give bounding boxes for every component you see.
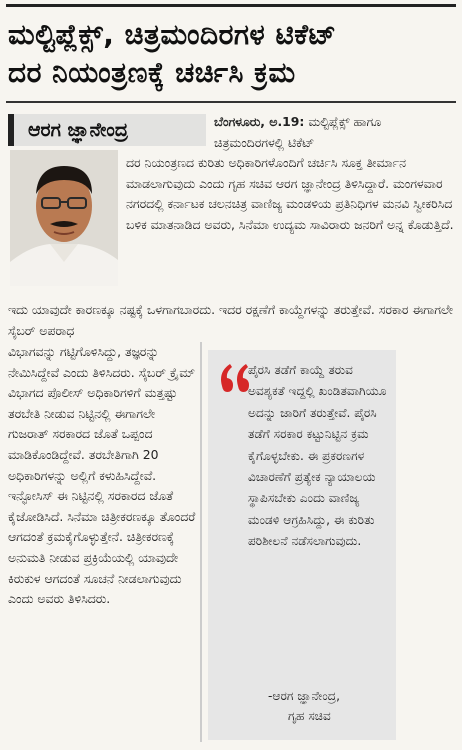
portrait-icon <box>10 150 118 286</box>
beside-photo-text: ದರ ನಿಯಂತ್ರಣದ ಕುರಿತು ಅಧಿಕಾರಿಗಳೊಂದಿಗೆ ಚರ್ಚಿಸಿ ಸೂಕ್ತ ತೀರ್ಮಾನ ಮಾಡಲಾಗುವುದು ಎಂದು ಗೃಹ ಸಚಿವ ಆರಗ ಜ್ಞಾನೇಂದ್ರ ತಿಳಿಸಿದ್ದಾರೆ. ಮಂಗಳವಾರ ನಗರದಲ್ಲಿ ಕರ್ನಾಟಕ ಚಲನಚಿತ್ರ ವಾಣಿಜ್ಯ ಮಂಡಳಿಯ ಪ್ರತಿನಿಧಿಗಳ ಮನವಿ ಸ್ವೀಕರಿಸಿದ ಬಳಿಕ ಮಾತನಾಡಿದ ಅವರು, ಸಿನೆಮಾ ಉದ್ಯಮ ಸಾವಿರಾರು ಜನರಿಗೆ ಅನ್ನ ಕೊಡುತ್ತಿದೆ. <box>126 155 454 232</box>
headline-line-1: ಮಲ್ಟಿಪ್ಲೆಕ್ಸ್‌, ಚಿತ್ರಮಂದಿರಗಳ ಟಿಕೆಟ್‌ <box>8 18 337 51</box>
full-width-text: ಇದು ಯಾವುದೇ ಕಾರಣಕ್ಕೂ ನಷ್ಟಕ್ಕೆ ಒಳಗಾಗಬಾರದು. ಇದರ ರಕ್ಷಣೆಗೆ ಕಾಯ್ದೆಗಳನ್ನು ತರುತ್ತೇವೆ. ಸರಕಾರ ಈಗಾಗಲೇ ಸೈಬರ್‌ ಅಪರಾಧ <box>8 302 453 338</box>
attribution-name: -ಆರಗ ಜ್ಞಾನೇಂದ್ರ, <box>268 689 340 703</box>
article-full-width <box>8 300 456 341</box>
top-rule <box>6 4 456 7</box>
article-left-column <box>8 342 198 610</box>
article-beside-photo <box>126 153 454 235</box>
byline: ಆರಗ ಜ್ಞಾನೇಂದ್ರ <box>8 114 206 146</box>
pull-quote-text: ಪೈರಸಿ ತಡೆಗೆ ಕಾಯ್ದೆ ತರುವ ಅವಶ್ಯಕತೆ ಇದ್ದಲ್ಲಿ ಖಂಡಿತವಾಗಿಯೂ ಅದನ್ನು ಜಾರಿಗೆ ತರುತ್ತೇವೆ. ಪೈರಸಿ ತಡೆಗೆ ಸರಕಾರ ಕಟ್ಟುನಿಟ್ಟಿನ ಕ್ರಮ ಕೈಗೊಳ್ಳಬೇಕು. ಈ ಪ್ರಕರಣಗಳ ವಿಚಾರಣೆಗೆ ಪ್ರತ್ಯೇಕ ನ್ಯಾಯಾಲಯ ಸ್ಥಾಪಿಸಬೇಕು ಎಂದು ವಾಣಿಜ್ಯ ಮಂಡಳಿ ಆಗ್ರಹಿಸಿದ್ದು, ಈ ಕುರಿತು ಪರಿಶೀಲನೆ ನಡೆಸಲಾಗುವುದು. <box>248 363 387 549</box>
headline-line-2: ದರ ನಿಯಂತ್ರಣಕ್ಕೆ ಚರ್ಚಿಸಿ ಕ್ರಮ <box>8 56 296 89</box>
dateline: ಬೆಂಗಳೂರು, ಅ.19: <box>214 114 305 129</box>
headline-rule <box>6 101 456 103</box>
headline <box>8 16 456 92</box>
column-divider <box>200 342 202 742</box>
pull-quote-box <box>208 350 396 740</box>
minister-photo <box>10 150 118 286</box>
pull-quote-attribution <box>268 686 392 726</box>
intro-text: ಮಲ್ಟಿಪ್ಲೆಕ್ಸ್‌ ಹಾಗೂ ಚಿತ್ರಮಂದಿರಗಳಲ್ಲಿ ಟಿಕೆಟ್‌ <box>214 114 382 150</box>
article-intro <box>214 112 452 153</box>
attribution-role: ಗೃಹ ಸಚಿವ <box>288 709 331 723</box>
left-column-text: ವಿಭಾಗವನ್ನು ಗಟ್ಟಿಗೊಳಿಸಿದ್ದು, ತಜ್ಞರನ್ನು ನೇಮಿಸಿದ್ದೇವೆ ಎಂದು ತಿಳಿಸಿದರು. ಸೈಬರ್‌ ಕ್ರೈಮ್‌ ವಿಭಾಗದ ಪೊಲೀಸ್‌ ಅಧಿಕಾರಿಗಳಿಗೆ ಮತ್ತಷ್ಟು ತರಬೇತಿ ನೀಡುವ ನಿಟ್ಟಿನಲ್ಲಿ ಈಗಾಗಲೇ ಗುಜರಾತ್‌ ಸರಕಾರದ ಜೊತೆ ಒಪ್ಪಂದ ಮಾಡಿಕೊಂಡಿದ್ದೇವೆ. ತರಬೇತಿಗಾಗಿ 20 ಅಧಿಕಾರಿಗಳನ್ನು ಅಲ್ಲಿಗೆ ಕಳುಹಿಸಿದ್ದೇವೆ. ಇನ್ಫೋಸಿಸ್‌ ಈ ನಿಟ್ಟಿನಲ್ಲಿ ಸರಕಾರದ ಜೊತೆ ಕೈಜೋಡಿಸಿದೆ. ಸಿನೆಮಾ ಚಿತ್ರೀಕರಣಕ್ಕೂ ತೊಂದರೆ ಆಗದಂತೆ ಕ್ರಮಕೈಗೊಳ್ಳುತ್ತೇನೆ. ಚಿತ್ರೀಕರಣಕ್ಕೆ ಅನುಮತಿ ನೀಡುವ ಪ್ರಕ್ರಿಯೆಯಲ್ಲಿ ಯಾವುದೇ ಕಿರುಕುಳ ಆಗದಂತೆ ಸೂಚನೆ ನೀಡಲಾಗುವುದು ಎಂದು ಅವರು ತಿಳಿಸಿದರು. <box>8 344 196 607</box>
